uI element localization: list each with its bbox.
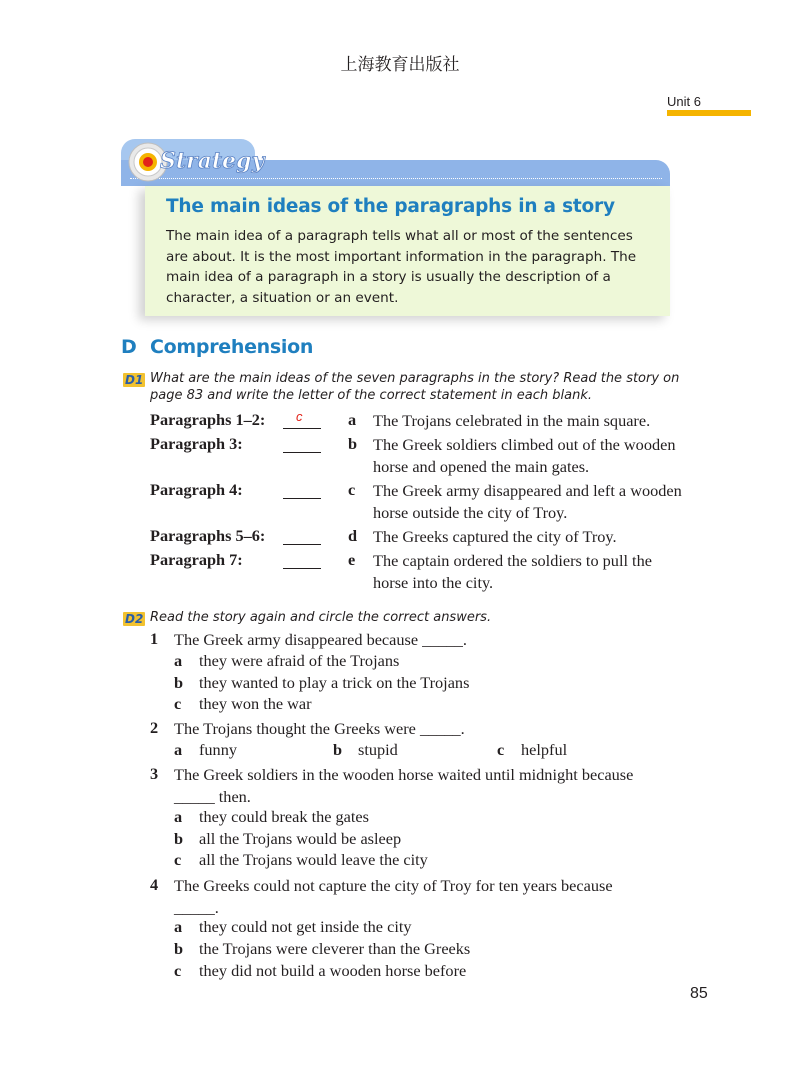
question-text: The Greeks could not capture the city of Troy for ten years because _____. [174,876,613,917]
choice-letter[interactable]: c [497,740,505,759]
paragraph-label: Paragraphs 5–6: [150,526,266,545]
paragraph-label: Paragraph 7: [150,550,243,569]
d2-instruction: Read the story again and circle the correct answers. [150,610,492,625]
choice-letter[interactable]: a [174,807,183,826]
question-number: 2 [150,718,159,737]
choice-text[interactable]: all the Trojans would be asleep [199,829,402,848]
option-text: The Greek soldiers climbed out of the wooden horse and opened the main gates. [373,435,676,476]
d1-badge: D1 [125,373,144,387]
choice-letter[interactable]: b [174,673,184,692]
question-text: The Greek soldiers in the wooden horse waited until midnight because _____ then. [174,765,634,806]
choice-letter[interactable]: a [174,740,183,759]
paragraph-label: Paragraph 3: [150,434,243,453]
choice-letter[interactable]: b [333,740,343,759]
choice-text[interactable]: they wanted to play a trick on the Trojans [199,673,470,692]
choice-letter[interactable]: b [174,829,184,848]
option-letter: e [348,550,356,569]
page-number: 85 [690,985,708,1002]
choice-text[interactable]: they were afraid of the Trojans [199,651,400,670]
option-letter: a [348,410,357,429]
choice-text[interactable]: they did not build a wooden horse before [199,961,467,980]
section-letter: D [121,336,137,358]
d1-instruction: What are the main ideas of the seven paragraphs in the story? Read the story on page 83 and write the letter of the correct statement in each blank. [150,371,680,403]
choice-letter[interactable]: c [174,961,182,980]
choice-text[interactable]: funny [199,740,237,759]
option-text: The Greek army disappeared and left a wooden horse outside the city of Troy. [373,481,682,522]
section-title: Comprehension [150,336,314,358]
strategy-logo [126,138,265,184]
answer-blank[interactable] [283,428,321,429]
choice-letter[interactable]: a [174,917,183,936]
question-text: The Trojans thought the Greeks were _____. [174,719,465,738]
option-text: The Greeks captured the city of Troy. [373,527,617,546]
d2-badge: D2 [125,612,144,626]
paragraph-label: Paragraphs 1–2: [150,410,266,429]
choice-text[interactable]: they could break the gates [199,807,369,826]
choice-text[interactable]: the Trojans were cleverer than the Greeks [199,939,471,958]
strategy-text: The main idea of a paragraph tells what all or most of the sentences are about. It is the most important information in the paragraph. The main idea of a paragraph in a story is usually the description of a character, a situation or an event. [166,228,637,306]
choice-text[interactable]: they could not get inside the city [199,917,412,936]
option-text: The captain ordered the soldiers to pull the horse into the city. [373,551,652,592]
choice-text[interactable]: stupid [358,740,398,759]
choice-letter[interactable]: c [174,850,182,869]
question-text: The Greek army disappeared because _____. [174,630,467,649]
choice-text[interactable]: they won the war [199,694,312,713]
strategy-logo-text: Strategy [160,148,265,174]
answer-blank[interactable] [283,544,321,545]
choice-letter[interactable]: a [174,651,183,670]
unit-bar [667,110,751,116]
option-letter: c [348,480,356,499]
option-letter: d [348,526,358,545]
answer-blank[interactable] [283,568,321,569]
answer-blank[interactable] [283,498,321,499]
question-number: 4 [150,875,159,894]
answer-text: c [296,409,303,424]
option-letter: b [348,434,358,453]
choice-letter[interactable]: b [174,939,184,958]
unit-label: Unit 6 [667,94,701,109]
option-text: The Trojans celebrated in the main square. [373,411,651,430]
choice-letter[interactable]: c [174,694,182,713]
question-number: 3 [150,764,159,783]
answer-blank[interactable] [283,452,321,453]
strategy-title: The main ideas of the paragraphs in a story [166,196,615,217]
choice-text[interactable]: all the Trojans would leave the city [199,850,428,869]
choice-text[interactable]: helpful [521,740,568,759]
paragraph-label: Paragraph 4: [150,480,243,499]
question-number: 1 [150,629,159,648]
publisher-name: 上海教育出版社 [340,55,460,75]
